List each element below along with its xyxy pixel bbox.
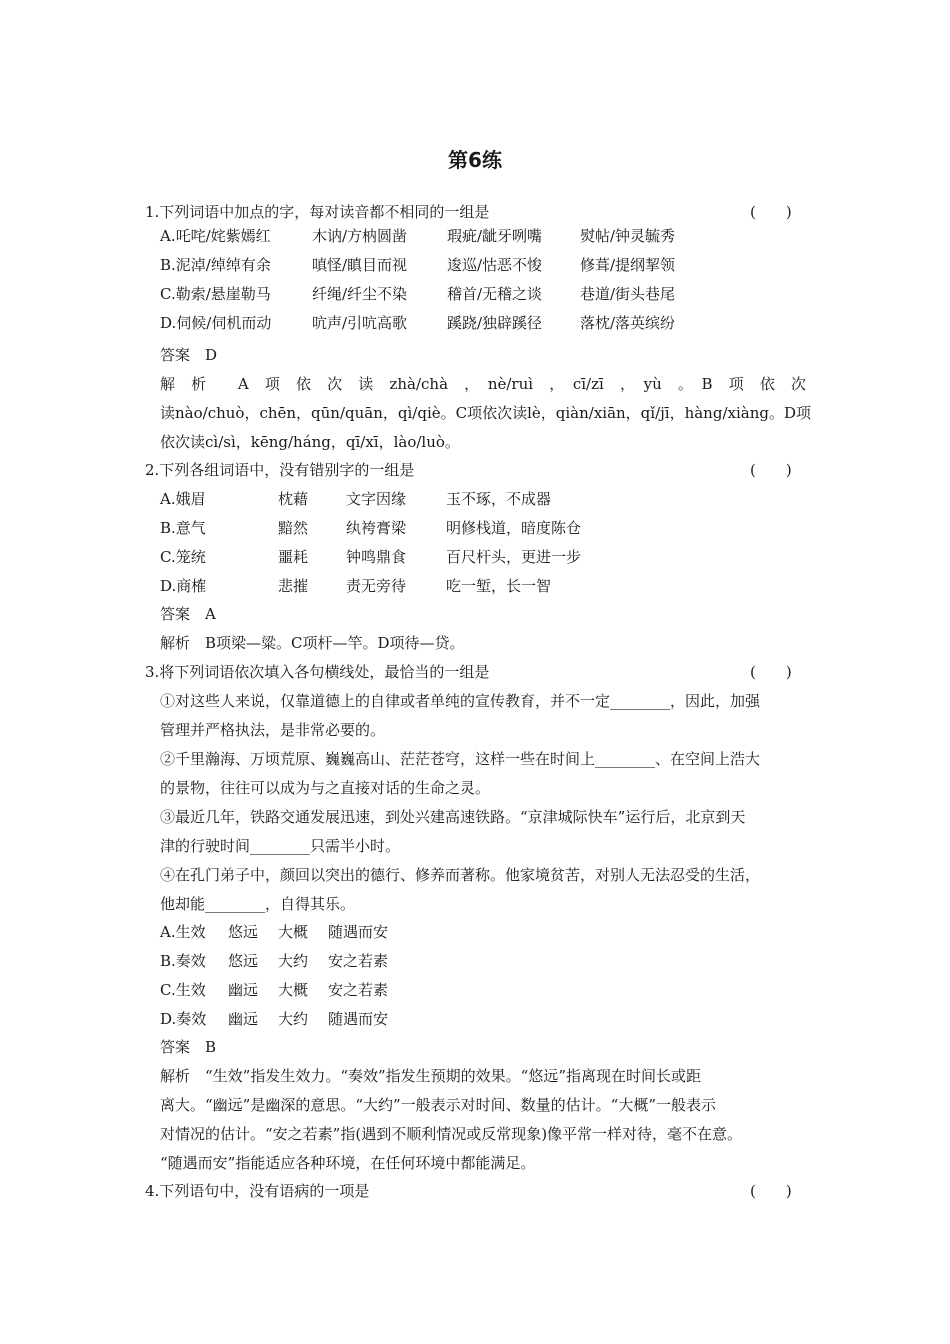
option-d-col4: 随遇而安 xyxy=(328,1010,389,1028)
option-b-col2: 悠远 xyxy=(228,952,259,970)
option-d-col2: 吭声/引吭高歌 xyxy=(312,314,408,332)
option-b-col3: 逡巡/怙恶不悛 xyxy=(447,256,543,274)
option-c-col1: C.笼统 xyxy=(160,548,206,566)
option-d-col3: 蹊跷/独辟蹊径 xyxy=(447,314,543,332)
question-1-answer: 答案 D xyxy=(160,346,218,364)
option-b-col3: 大约 xyxy=(278,952,309,970)
option-a-col1: A.娥眉 xyxy=(160,490,206,508)
option-b-col4: 明修栈道，暗度陈仓 xyxy=(446,519,582,537)
option-b-col1: B.泥淖/绰绰有余 xyxy=(160,256,271,274)
option-a-col3: 大概 xyxy=(278,923,309,941)
option-c-col2: 纤绳/纤尘不染 xyxy=(312,285,408,303)
option-c-col2: 幽远 xyxy=(228,981,259,999)
option-c-col4: 安之若素 xyxy=(328,981,389,999)
question-3-sentence-2b: 的景物，往往可以成为与之直接对话的生命之灵。 xyxy=(160,779,491,797)
option-d-col4: 吃一堑，长一智 xyxy=(446,577,552,595)
option-b-col2: 黯然 xyxy=(278,519,309,537)
option-b-col1: B.意气 xyxy=(160,519,206,537)
option-b-col4: 修葺/提纲挈领 xyxy=(580,256,676,274)
question-3-analysis-line-1: 解析 “生效”指发生效力。“奏效”指发生预期的效果。“悠远”指离现在时间长或距 xyxy=(160,1067,702,1085)
question-3-sentence-1a: ①对这些人来说，仅靠道德上的自律或者单纯的宣传教育，并不一定________，因此，加强 xyxy=(160,692,761,710)
option-a-col2: 木讷/方枘圆凿 xyxy=(312,227,408,245)
option-a-col4: 玉不琢，不成器 xyxy=(446,490,552,508)
question-1-analysis-line-3: 依次读cì/sì，kēng/háng，qī/xī，lào/luò。 xyxy=(160,433,460,451)
option-c-col4: 百尺杆头，更进一步 xyxy=(446,548,582,566)
option-d-col1: D.奏效 xyxy=(160,1010,207,1028)
option-d-col3: 大约 xyxy=(278,1010,309,1028)
option-c-col3: 大概 xyxy=(278,981,309,999)
option-d-col3: 责无旁待 xyxy=(346,577,407,595)
question-1-answer-blank: ( ) xyxy=(750,203,792,221)
option-a-col1: A.吒咤/姹紫嫣红 xyxy=(160,227,271,245)
question-3-analysis-line-4: “随遇而安”指能适应各种环境，在任何环境中都能满足。 xyxy=(160,1154,536,1172)
option-a-col1: A.生效 xyxy=(160,923,206,941)
option-c-col3: 钟鸣鼎食 xyxy=(346,548,407,566)
question-3-stem: 3.将下列词语依次填入各句横线处，最恰当的一组是 xyxy=(145,663,490,681)
option-d-col4: 落枕/落英缤纷 xyxy=(580,314,676,332)
option-a-col3: 文字因缘 xyxy=(346,490,407,508)
option-a-col3: 瑕疵/龇牙咧嘴 xyxy=(447,227,543,245)
question-3-sentence-4a: ④在孔门弟子中，颜回以突出的德行、修养而著称。他家境贫苦，对别人无法忍受的生活， xyxy=(160,866,761,884)
question-3-analysis-line-3: 对情况的估计。“安之若素”指(遇到不顺利情况或反常现象)像平常一样对待，毫不在意。 xyxy=(160,1125,743,1143)
option-c-col3: 稽首/无稽之谈 xyxy=(447,285,543,303)
question-3-answer: 答案 B xyxy=(160,1038,217,1056)
question-3-sentence-3b: 津的行驶时间________只需半小时。 xyxy=(160,837,401,855)
option-a-col4: 随遇而安 xyxy=(328,923,389,941)
option-c-col4: 巷道/街头巷尾 xyxy=(580,285,676,303)
option-c-col2: 噩耗 xyxy=(278,548,309,566)
question-2-analysis: 解析 B项梁—粱。C项杆—竿。D项待—贷。 xyxy=(160,634,465,652)
question-1-analysis-line-2: 读nào/chuò，chēn，qūn/quān，qì/qiè。C项依次读lè，qiàn/xiān，qǐ/jī，hàng/xiàng。D项 xyxy=(160,404,811,422)
page-title: 第6练 xyxy=(448,148,502,172)
question-2-answer: 答案 A xyxy=(160,605,216,623)
question-1-stem: 1.下列词语中加点的字，每对读音都不相同的一组是 xyxy=(145,203,490,221)
option-d-col2: 悲摧 xyxy=(278,577,309,595)
question-3-sentence-2a: ②千里瀚海、万顷荒原、巍巍高山、茫茫苍穹，这样一些在时间上________、在空间上浩大 xyxy=(160,750,761,768)
option-c-col1: C.勒索/悬崖勒马 xyxy=(160,285,271,303)
option-a-col2: 悠远 xyxy=(228,923,259,941)
option-d-col1: D.伺候/伺机而动 xyxy=(160,314,272,332)
option-c-col1: C.生效 xyxy=(160,981,206,999)
question-3-sentence-4b: 他却能________，自得其乐。 xyxy=(160,895,356,913)
option-b-col3: 纨袴膏梁 xyxy=(346,519,407,537)
question-1-analysis-line-1: 解 析 A 项 依 次 读 zhà/chà ， nè/ruì ， cī/zī ， yù 。 B 项 依 次 xyxy=(160,375,806,393)
question-3-analysis-line-2: 离大。“幽远”是幽深的意思。“大约”一般表示对时间、数量的估计。“大概”一般表示 xyxy=(160,1096,717,1114)
question-3-sentence-3a: ③最近几年，铁路交通发展迅速，到处兴建高速铁路。“京津城际快车”运行后，北京到天 xyxy=(160,808,746,826)
option-a-col2: 枕藉 xyxy=(278,490,309,508)
option-b-col1: B.奏效 xyxy=(160,952,206,970)
question-3-sentence-1b: 管理并严格执法，是非常必要的。 xyxy=(160,721,386,739)
option-b-col2: 嗔怪/瞋目而视 xyxy=(312,256,408,274)
question-4-answer-blank: ( ) xyxy=(750,1182,792,1200)
question-2-stem: 2.下列各组词语中，没有错别字的一组是 xyxy=(145,461,415,479)
question-4-stem: 4.下列语句中，没有语病的一项是 xyxy=(145,1182,370,1200)
option-b-col4: 安之若素 xyxy=(328,952,389,970)
option-a-col4: 熨帖/钟灵毓秀 xyxy=(580,227,676,245)
option-d-col1: D.商榷 xyxy=(160,577,207,595)
question-2-answer-blank: ( ) xyxy=(750,461,792,479)
option-d-col2: 幽远 xyxy=(228,1010,259,1028)
question-3-answer-blank: ( ) xyxy=(750,663,792,681)
